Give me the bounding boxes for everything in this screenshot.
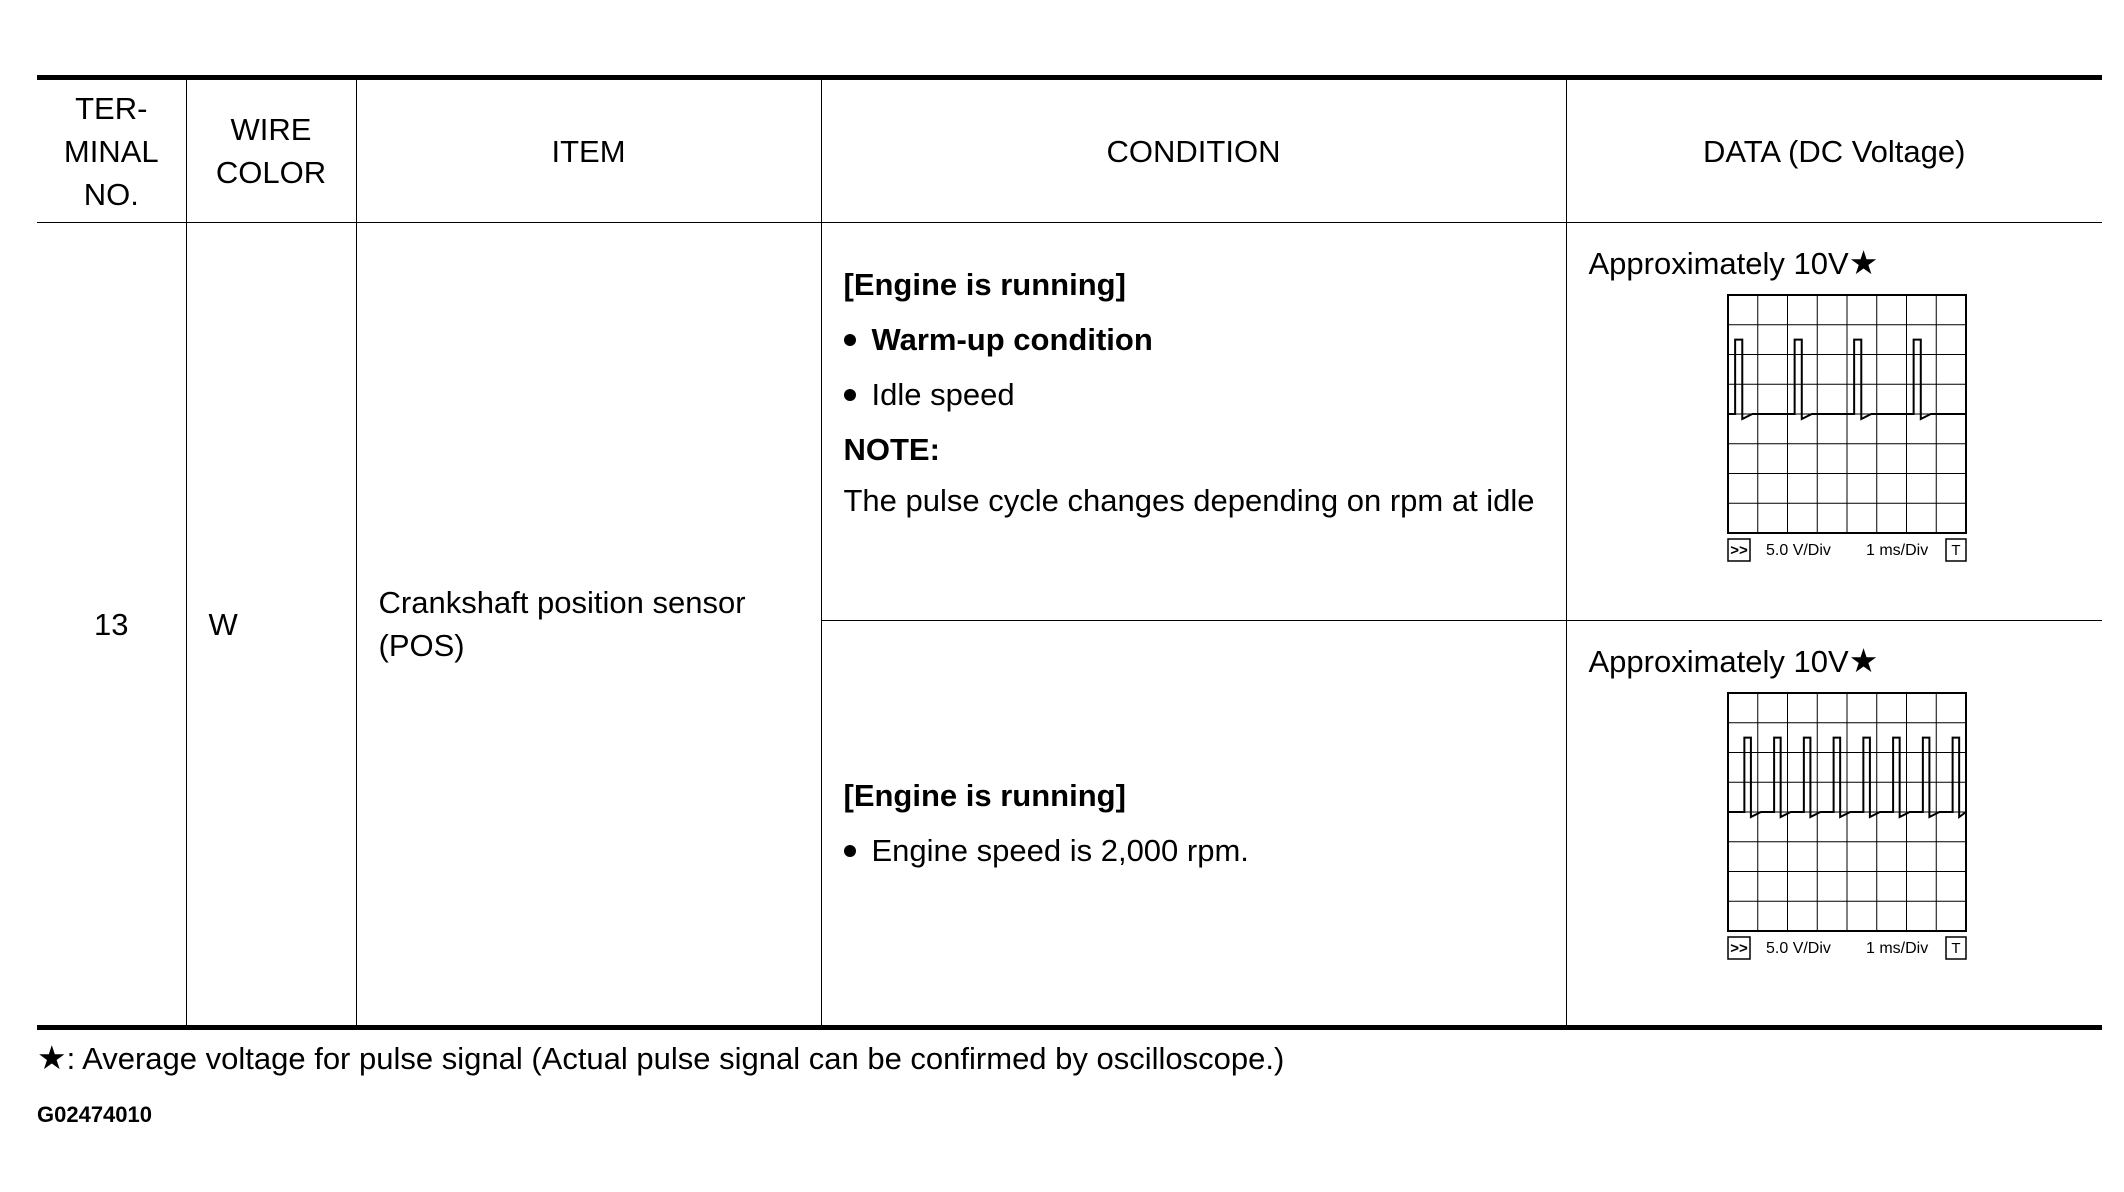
scope-volts-per-div: 5.0 V/Div xyxy=(1765,542,1831,559)
wire-color: W xyxy=(186,223,356,1028)
data-idle xyxy=(1566,223,2102,621)
star-icon: ★ xyxy=(1848,642,1879,679)
scope-arrows: >> xyxy=(1729,940,1748,957)
approx-voltage xyxy=(1589,643,1879,680)
bullet-icon xyxy=(844,334,856,346)
header-terminal-line: MINAL xyxy=(63,133,159,169)
header-terminal-line: NO. xyxy=(83,176,139,212)
header-item: ITEM xyxy=(356,78,821,223)
footnote-text: : Average voltage for pulse signal (Actual pulse signal can be confirmed by oscilloscope.) xyxy=(66,1041,1285,1076)
bullet-icon xyxy=(844,845,856,857)
terminal-spec-table xyxy=(37,75,2102,1030)
condition-bullet-text: Engine speed is 2,000 rpm. xyxy=(871,833,1249,868)
approx-text: Approximately 10V xyxy=(1588,644,1849,679)
header-wire-line: COLOR xyxy=(215,155,327,190)
scope-time-per-div: 1 ms/Div xyxy=(1865,542,1928,559)
terminal-number: 13 xyxy=(37,223,186,1028)
table-row xyxy=(37,223,2102,621)
figure-code: G02474010 xyxy=(37,1102,152,1127)
oscilloscope-display xyxy=(1726,293,1971,563)
condition-heading: [Engine is running] xyxy=(843,778,1126,813)
condition-idle xyxy=(821,223,1566,621)
scope-time-per-div: 1 ms/Div xyxy=(1865,940,1928,957)
condition-bullet-text: Warm-up condition xyxy=(871,322,1153,357)
header-wire-line: WIRE xyxy=(230,112,312,147)
footnote xyxy=(37,1038,1284,1079)
scope-trigger: T xyxy=(1950,940,1961,957)
header-terminal-line: TER- xyxy=(75,90,148,126)
item-line: Crankshaft position sensor xyxy=(378,585,746,620)
header-row xyxy=(37,78,2102,223)
condition-heading: [Engine is running] xyxy=(843,267,1126,302)
item-description xyxy=(356,223,821,1028)
condition-2000rpm xyxy=(821,621,1566,1028)
oscilloscope-display xyxy=(1726,691,1971,961)
header-data: DATA (DC Voltage) xyxy=(1566,78,2102,223)
scope-arrows: >> xyxy=(1729,542,1748,559)
header-condition: CONDITION xyxy=(821,78,1566,223)
data-2000rpm xyxy=(1566,621,2102,1028)
condition-bullet-text: Idle speed xyxy=(871,377,1015,412)
note-text: The pulse cycle changes depending on rpm at idle xyxy=(843,483,1535,518)
note-label: NOTE: xyxy=(843,432,940,467)
scope-volts-per-div: 5.0 V/Div xyxy=(1765,940,1831,957)
scope-trigger: T xyxy=(1950,542,1961,559)
star-icon: ★ xyxy=(37,1039,67,1076)
header-terminal-no xyxy=(37,78,186,223)
approx-voltage xyxy=(1589,245,1879,282)
star-icon: ★ xyxy=(1848,244,1879,281)
condition-bullet xyxy=(844,823,1546,878)
item-line: (POS) xyxy=(378,628,465,663)
approx-text: Approximately 10V xyxy=(1588,246,1849,281)
bullet-icon xyxy=(844,389,856,401)
condition-bullet xyxy=(844,367,1546,422)
header-wire-color xyxy=(186,78,356,223)
condition-bullet xyxy=(844,312,1546,367)
